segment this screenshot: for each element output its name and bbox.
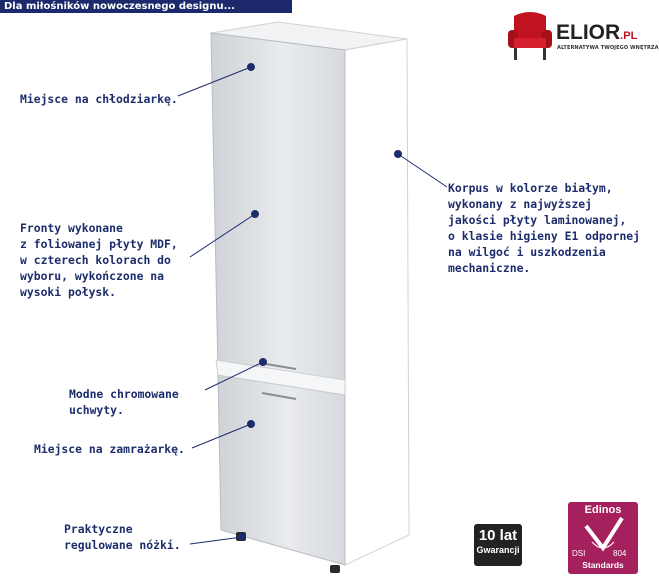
label-fridge-space: Miejsce na chłodziarkę. xyxy=(20,92,178,106)
edinos-left: DSI xyxy=(572,549,586,558)
upper-front-panel xyxy=(211,33,345,392)
label-body-line: wykonany z najwyższej xyxy=(448,197,593,211)
warranty-years: 10 lat xyxy=(478,527,518,544)
callout-dot-handles xyxy=(260,359,267,366)
label-fronts-line: Fronty wykonane xyxy=(20,221,123,235)
label-fronts-line: w czterech kolorach do xyxy=(20,253,171,267)
label-handles-line: uchwyty. xyxy=(69,403,124,417)
label-body-line: Korpus w kolorze białym, xyxy=(448,181,613,195)
edinos-title: Edinos xyxy=(584,504,622,516)
edinos-standards: Standards xyxy=(582,560,624,570)
logo-brand-text: ELIOR xyxy=(556,21,621,44)
label-legs xyxy=(64,521,181,553)
callout-dot-body xyxy=(395,151,402,158)
label-fronts-line: wysoki połysk. xyxy=(20,285,117,299)
callout-dot-fridge xyxy=(248,64,255,71)
label-handles-line: Modne chromowane xyxy=(69,387,179,401)
label-body-line: o klasie higieny E1 odpornej xyxy=(448,229,641,243)
edinos-badge xyxy=(568,502,638,574)
label-legs-line: regulowane nóżki. xyxy=(64,538,181,552)
label-body-line: na wilgoć i uszkodzenia xyxy=(448,245,606,259)
label-freezer-space: Miejsce na zamrażarkę. xyxy=(34,442,185,456)
label-body-line: mechaniczne. xyxy=(448,261,531,275)
label-body-line: jakości płyty laminowanej, xyxy=(448,213,627,227)
label-fronts-line: wyboru, wykończone na xyxy=(20,269,165,283)
label-handles xyxy=(69,386,179,418)
callout-dot-legs xyxy=(239,534,246,541)
logo-domain: .PL xyxy=(620,30,638,42)
label-legs-line: Praktyczne xyxy=(64,522,133,536)
leg-front-right xyxy=(330,565,340,573)
callout-dot-fronts xyxy=(252,211,259,218)
logo-subtitle: ALTERNATYWA TWOJEGO WNĘTRZA xyxy=(557,45,659,51)
cabinet-side xyxy=(345,39,409,565)
callout-dot-freezer xyxy=(248,421,255,428)
edinos-right: 804 xyxy=(613,549,627,558)
label-body xyxy=(448,180,640,276)
warranty-badge xyxy=(474,524,522,566)
label-fronts xyxy=(20,220,178,300)
warranty-label: Gwarancji xyxy=(476,545,520,555)
tagline: Dla miłośników nowoczesnego designu... xyxy=(4,1,235,12)
label-fronts-line: z foliowanej płyty MDF, xyxy=(20,237,178,251)
